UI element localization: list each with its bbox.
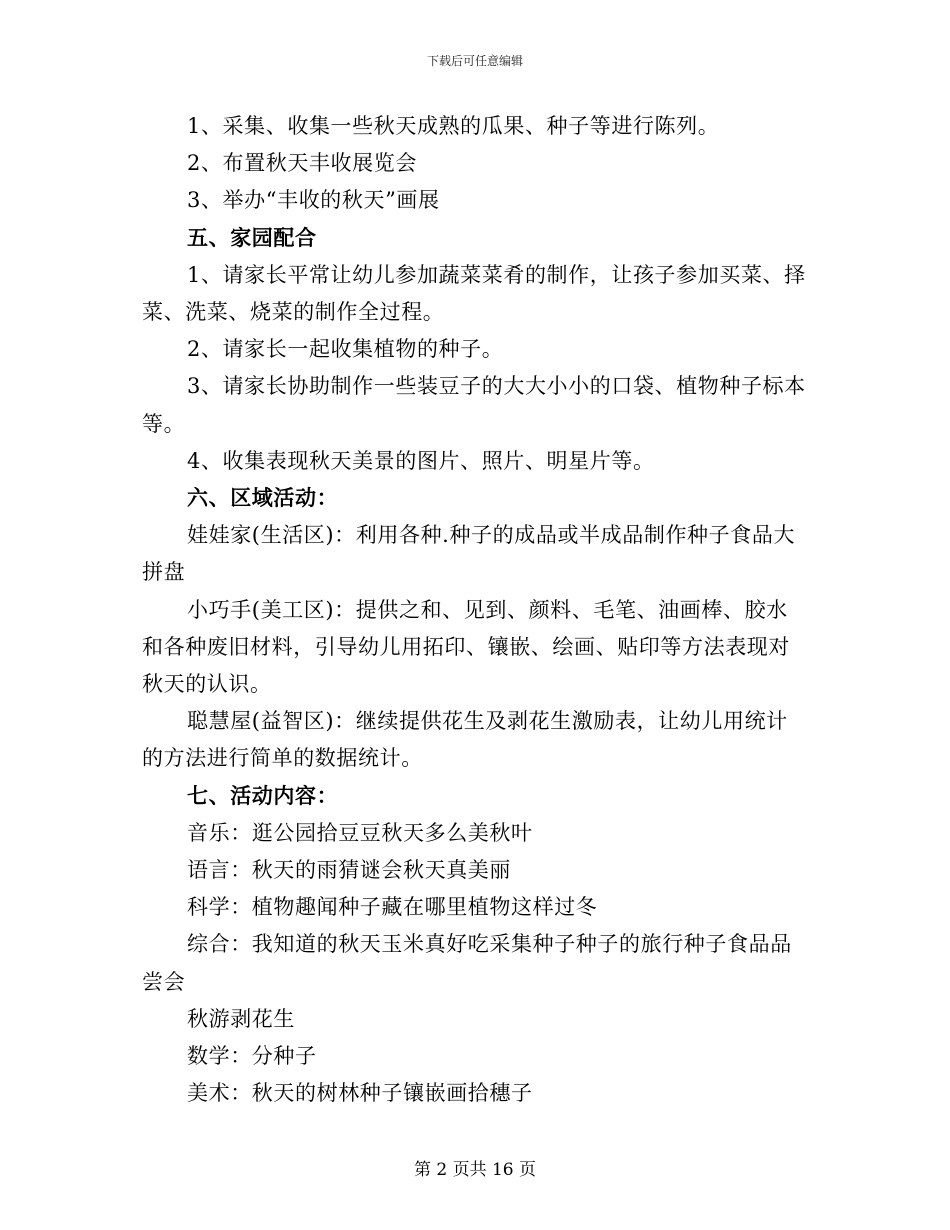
text-line: 娃娃家(生活区)：利用各种.种子的成品或半成品制作种子食品大 xyxy=(187,523,796,548)
text-line: 科学：植物趣闻种子藏在哪里植物这样过冬 xyxy=(187,895,598,920)
text-line: 菜、洗菜、烧菜的制作全过程。 xyxy=(142,300,445,325)
text-line: 和各种废旧材料，引导幼儿用拓印、镶嵌、绘画、贴印等方法表现对 xyxy=(142,634,790,659)
text-line: 4、收集表现秋天美景的图片、照片、明星片等。 xyxy=(187,448,655,473)
text-line: 2、布置秋天丰收展览会 xyxy=(187,151,417,176)
text-line: 语言：秋天的雨猜谜会秋天真美丽 xyxy=(187,858,511,883)
page-number: 第 2 页共 16 页 xyxy=(413,1160,537,1180)
text-line: 等。 xyxy=(142,411,186,436)
text-line: 1、请家长平常让幼儿参加蔬菜菜肴的制作，让孩子参加买菜、择 xyxy=(187,262,806,287)
text-line: 1、采集、收集一些秋天成熟的瓜果、种子等进行陈列。 xyxy=(187,114,720,138)
page-header: 下载后可任意编辑 xyxy=(426,54,523,68)
text-line: 3、请家长协助制作一些装豆子的大大小小的口袋、植物种子标本 xyxy=(187,374,806,399)
text-line: 数学：分种子 xyxy=(187,1044,317,1069)
text-line: 拼盘 xyxy=(142,560,186,585)
section-heading: 七、活动内容： xyxy=(187,783,339,808)
text-line: 尝会 xyxy=(142,969,186,994)
text-line: 秋天的认识。 xyxy=(142,672,272,697)
text-line: 小巧手(美工区)：提供之和、见到、颜料、毛笔、油画棒、胶水 xyxy=(187,597,788,622)
text-line: 的方法进行简单的数据统计。 xyxy=(142,746,423,771)
text-line: 综合：我知道的秋天玉米真好吃采集种子种子的旅行种子食品品 xyxy=(187,932,792,957)
text-line: 聪慧屋(益智区)：继续提供花生及剥花生激励表，让幼儿用统计 xyxy=(187,709,788,734)
text-line: 3、举办“丰收的秋天”画展 xyxy=(187,188,440,213)
text-line: 2、请家长一起收集植物的种子。 xyxy=(187,337,504,362)
section-heading: 五、家园配合 xyxy=(187,225,317,250)
text-line: 美术：秋天的树林种子镶嵌画拾穗子 xyxy=(187,1081,533,1106)
document-body xyxy=(142,108,812,1112)
section-heading: 六、区域活动： xyxy=(187,486,339,511)
text-line: 秋游剥花生 xyxy=(187,1006,295,1031)
text-line: 音乐：逛公园拾豆豆秋天多么美秋叶 xyxy=(187,820,533,845)
